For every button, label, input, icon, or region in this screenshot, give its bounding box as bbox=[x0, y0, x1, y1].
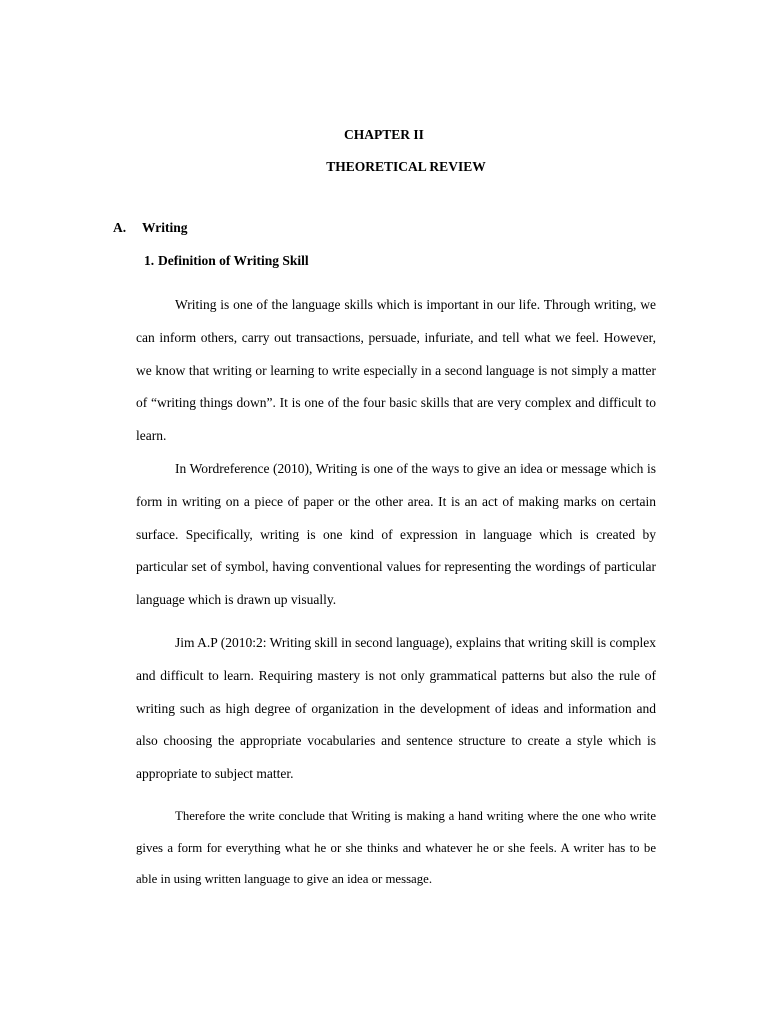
section-title: Writing bbox=[142, 220, 188, 235]
paragraph-1: Writing is one of the language skills which is important in our life. Through writing, we can inform others, carry out transactions, persuade, infuriate, and tell what we feel. However, we know that writing or learning to write especially in a second language is not simply a matter of “writing things down”. It is one of the four basic skills that are very complex and difficult to learn. bbox=[136, 297, 656, 444]
paragraph-4: Therefore the write conclude that Writing is making a hand writing where the one who write gives a form for everything what he or she thinks and whatever he or she feels. A writer has to be able in using written language to give an idea or message. bbox=[136, 809, 656, 886]
section-marker: A. bbox=[113, 220, 127, 235]
section-heading bbox=[113, 220, 188, 236]
chapter-subtitle: THEORETICAL REVIEW bbox=[326, 159, 486, 174]
subsection-title: Definition of Writing Skill bbox=[158, 253, 309, 268]
subsection-number: 1. bbox=[144, 253, 155, 268]
paragraph-3: Jim A.P (2010:2: Writing skill in second language), explains that writing skill is complex and difficult to learn. Requiring mastery is not only grammatical patterns but also the rule of writing such as high degree of organization in the development of ideas and information and also choosing the appropriate vocabularies and sentence structure to create a style which is appropriate to subject matter. bbox=[136, 635, 656, 782]
paragraph-2: In Wordreference (2010), Writing is one of the ways to give an idea or message which is form in writing on a piece of paper or the other area. It is an act of making marks on certain surface. Specifically, writing is one kind of expression in language which is created by particular set of symbol, having conventional values for representing the wordings of particular language which is drawn up visually. bbox=[136, 461, 656, 608]
chapter-title: CHAPTER II bbox=[344, 127, 424, 142]
subsection-heading bbox=[144, 253, 309, 269]
